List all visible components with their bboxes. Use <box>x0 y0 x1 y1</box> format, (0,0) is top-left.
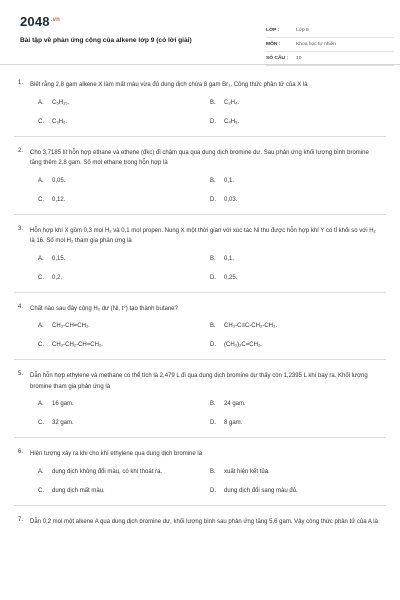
option-letter: C. <box>38 342 44 348</box>
meta-table <box>266 24 394 66</box>
question-item <box>14 515 386 537</box>
answer-option[interactable] <box>210 487 386 496</box>
question-number: 4. <box>18 303 24 310</box>
option-letter: C. <box>38 274 44 281</box>
option-text: C₂H₄. <box>224 99 240 106</box>
option-text: (CH₃)₂C=CH₂. <box>224 342 262 348</box>
question-number: 1. <box>18 80 24 86</box>
option-letter: B. <box>210 323 216 329</box>
option-text: 0,1. <box>224 255 235 262</box>
answer-option[interactable] <box>38 255 210 264</box>
question-head <box>14 226 386 247</box>
option-text: CH₃-CH₂-CH=CH₂. <box>52 342 103 348</box>
question-head <box>14 304 386 315</box>
option-letter: D. <box>210 118 216 125</box>
answer-option[interactable] <box>210 468 386 477</box>
option-text: CH₃-CH=CH₂. <box>52 323 90 329</box>
question-head <box>14 80 386 91</box>
answer-option[interactable] <box>210 255 386 264</box>
meta-label: SỐ CÂU : <box>266 56 289 61</box>
answer-option[interactable] <box>210 419 386 428</box>
option-letter: A. <box>38 468 44 475</box>
question-item <box>14 447 386 506</box>
answer-option[interactable] <box>38 400 210 409</box>
option-text: dung dịch mất màu. <box>52 487 105 494</box>
option-text: 24 gam. <box>224 401 246 407</box>
answer-option[interactable] <box>38 419 210 428</box>
meta-value: Khoa học tự nhiên <box>296 42 336 47</box>
question-text: Hỗn hợp khí X gồm 0,3 mol H₂ và 0,1 mol propen. Nung X một thời gian với xúc tác Ni thu được hỗn hợp khí Y có tỉ khối so với H₂ là 16. Số mol H₂ tham gia phản ứng là <box>30 227 376 244</box>
answer-options <box>14 400 386 428</box>
option-text: dung dịch không đổi màu, có khí thoát ra. <box>52 468 163 475</box>
option-letter: B. <box>210 99 216 106</box>
question-item <box>14 302 386 361</box>
question-item <box>14 146 386 215</box>
answer-option[interactable] <box>38 196 210 205</box>
question-text: Dẫn 0,2 mol một alkene A qua dung dịch bromine dư, khối lượng bình sau phản ứng tăng 5,6 gam. Vậy công thức phân tử của A là <box>30 518 378 525</box>
meta-row-subject <box>266 38 394 52</box>
answer-options <box>14 255 386 283</box>
answer-option[interactable] <box>38 274 210 283</box>
option-text: 0,2. <box>52 274 63 281</box>
answer-option[interactable] <box>210 177 386 186</box>
site-logo[interactable] <box>20 14 60 29</box>
option-text: C₃H₆. <box>52 118 68 125</box>
question-item <box>14 78 386 137</box>
answer-options <box>14 468 386 496</box>
header-divider <box>0 64 400 65</box>
option-letter: A. <box>38 177 44 184</box>
answer-option[interactable] <box>38 118 210 127</box>
answer-options <box>14 322 386 350</box>
question-number: 6. <box>18 449 24 455</box>
option-letter: D. <box>210 196 216 203</box>
question-text: Biết rằng 2,8 gam alkene X làm mất màu vừa đủ dung dịch chứa 8 gam Br₂. Công thức phân tử của X là <box>30 82 308 88</box>
question-head <box>14 449 386 460</box>
answer-option[interactable] <box>210 400 386 409</box>
option-letter: C. <box>38 118 44 125</box>
option-letter: D. <box>210 487 216 494</box>
option-letter: A. <box>38 99 44 106</box>
option-letter: A. <box>38 401 44 407</box>
option-letter: B. <box>210 401 216 407</box>
question-text: Cho 3,7185 lít hỗn hợp ethane và ethene (đkc) đi chậm qua qua dung dịch bromine dư. Sau phản ứng khối lượng bình bromine tăng thêm 2,8 gam. Số mol ethane trong hỗn hợp là <box>30 149 369 166</box>
option-letter: B. <box>210 255 216 262</box>
answer-option[interactable] <box>38 99 210 108</box>
answer-options <box>14 99 386 127</box>
question-head <box>14 517 386 528</box>
meta-row-grade <box>266 24 394 38</box>
meta-value: Lớp 9 <box>296 28 309 33</box>
question-text: Hiện tượng xảy ra khi cho khí ethylene qua dung dịch bromine là <box>30 451 203 457</box>
option-text: dung dịch đổi sang màu đỏ. <box>224 487 298 494</box>
meta-label: LỚP : <box>266 28 280 33</box>
answer-option[interactable] <box>38 177 210 186</box>
answer-option[interactable] <box>210 99 386 108</box>
answer-option[interactable] <box>38 322 210 331</box>
question-head <box>14 371 386 392</box>
meta-label: MÔN : <box>266 42 281 47</box>
document-header <box>14 8 386 70</box>
question-number: 5. <box>18 371 24 377</box>
question-item <box>14 369 386 438</box>
answer-option[interactable] <box>210 196 386 205</box>
question-number: 3. <box>18 225 24 232</box>
answer-option[interactable] <box>38 468 210 477</box>
option-text: CH₃-C≡C-CH₂-CH₃. <box>224 323 278 329</box>
question-head <box>14 148 386 169</box>
question-text: Dẫn hỗn hợp ethylene và methane có thể tích là 2,479 L đi qua dung dịch bromine dư thấy còn 1,2395 L khí bay ra. Khối lượng bromine tham gia phản ứng là <box>30 373 368 390</box>
question-number: 2. <box>18 147 24 154</box>
option-text: 0,1. <box>224 177 235 184</box>
option-letter: D. <box>210 420 216 426</box>
answer-option[interactable] <box>210 118 386 127</box>
option-letter: C. <box>38 420 44 426</box>
answer-option[interactable] <box>38 487 210 496</box>
option-letter: D. <box>210 342 216 348</box>
document-title: Bài tập về phản ứng cộng của alkene lớp 9 (có lời giải) <box>20 37 192 44</box>
question-text: Chất nào sau đây cộng H₂ dư (Ni, t°) tạo thành butane? <box>30 305 178 312</box>
option-letter: B. <box>210 177 216 184</box>
option-text: 16 gam. <box>52 401 74 407</box>
option-text: 0,15. <box>52 255 66 262</box>
option-text: 0,25. <box>224 274 238 281</box>
option-letter: C. <box>38 196 44 203</box>
option-text: xuất hiện kết tủa. <box>224 468 270 475</box>
option-text: C₄H₈. <box>224 118 240 125</box>
option-letter: B. <box>210 468 216 475</box>
question-item <box>14 224 386 293</box>
option-text: 32 gam. <box>52 420 74 426</box>
logo-text: 2048 <box>20 14 50 29</box>
question-list <box>14 78 386 545</box>
answer-option[interactable] <box>210 274 386 283</box>
answer-option[interactable] <box>210 341 386 350</box>
option-text: 8 gam. <box>224 420 243 426</box>
option-letter: D. <box>210 274 216 281</box>
meta-value: 10 <box>296 56 302 61</box>
option-text: 0,03. <box>224 196 238 203</box>
answer-option[interactable] <box>38 341 210 350</box>
option-text: 0,12. <box>52 196 66 203</box>
answer-option[interactable] <box>210 322 386 331</box>
option-letter: C. <box>38 487 44 494</box>
option-text: 0,05. <box>52 177 66 184</box>
answer-options <box>14 177 386 205</box>
logo-suffix: .vn <box>50 16 61 23</box>
question-number: 7. <box>18 516 24 523</box>
option-letter: A. <box>38 323 44 329</box>
option-letter: A. <box>38 255 44 262</box>
option-text: C₅H₁₀. <box>52 99 70 106</box>
